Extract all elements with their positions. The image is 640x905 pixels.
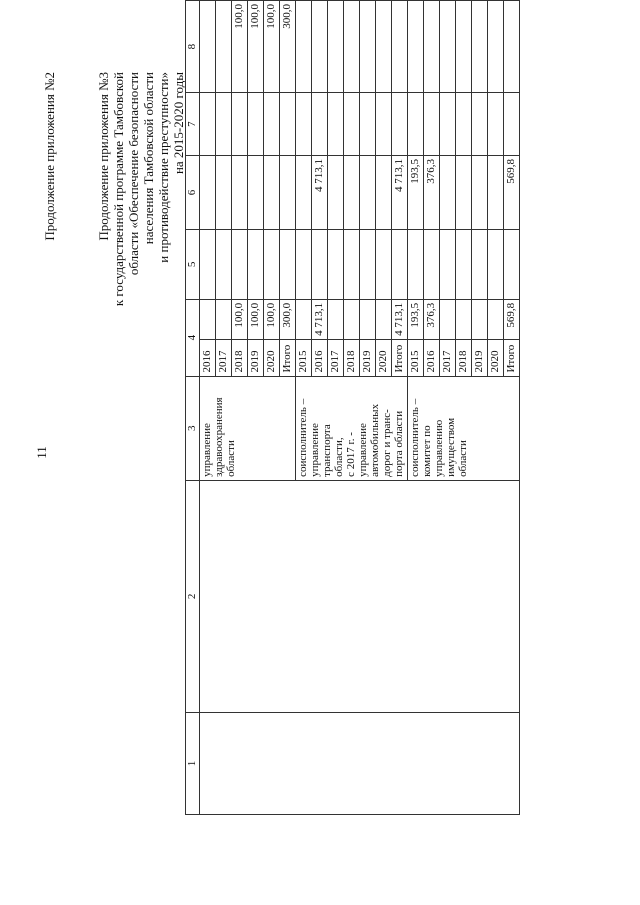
continuation-title: Продолжение приложения №2 <box>42 72 57 241</box>
col6-cell <box>264 156 280 230</box>
year-cell: 2017 <box>216 339 232 376</box>
year-cell: 2020 <box>488 339 504 376</box>
col8-cell <box>328 1 344 93</box>
col6-cell: 376,3 <box>424 156 440 230</box>
col7-cell <box>472 93 488 156</box>
col5-cell <box>392 230 408 300</box>
col7-cell <box>248 93 264 156</box>
col5-cell <box>296 230 312 300</box>
year-cell: Итого <box>504 339 520 376</box>
col8-cell <box>376 1 392 93</box>
col6-cell <box>440 156 456 230</box>
amount-total-cell: 193,5 <box>408 299 424 339</box>
col5-cell <box>408 230 424 300</box>
appendix-header-line: области «Обеспечение безопасности <box>126 72 141 276</box>
col6-cell <box>376 156 392 230</box>
col6-cell <box>200 156 216 230</box>
col5-cell <box>328 230 344 300</box>
year-cell: 2020 <box>376 339 392 376</box>
year-cell: 2016 <box>200 339 216 376</box>
executor-line: транспорта <box>321 424 333 477</box>
year-cell: Итого <box>280 339 296 376</box>
year-cell: 2018 <box>232 339 248 376</box>
amount-total-cell: 100,0 <box>232 299 248 339</box>
col7-cell <box>360 93 376 156</box>
col5-cell <box>344 230 360 300</box>
amount-total-cell: 376,3 <box>424 299 440 339</box>
executor-line: комитет по <box>421 425 433 477</box>
appendix-header-line: к государственной программе Тамбовской <box>111 72 126 307</box>
col7-cell <box>408 93 424 156</box>
col8-cell <box>344 1 360 93</box>
column-number: 4 <box>186 299 200 376</box>
executor-line: управлению <box>433 419 445 477</box>
amount-total-cell: 300,0 <box>280 299 296 339</box>
col5-cell <box>232 230 248 300</box>
year-cell: 2018 <box>344 339 360 376</box>
col6-cell <box>328 156 344 230</box>
year-cell: 2020 <box>264 339 280 376</box>
executor-cell <box>408 376 520 480</box>
col6-cell <box>344 156 360 230</box>
amount-total-cell <box>472 299 488 339</box>
col8-cell <box>360 1 376 93</box>
column-number: 2 <box>186 480 200 712</box>
amount-total-cell <box>296 299 312 339</box>
col6-cell <box>472 156 488 230</box>
col7-cell <box>312 93 328 156</box>
year-cell: 2017 <box>440 339 456 376</box>
col8-cell <box>472 1 488 93</box>
col7-cell <box>392 93 408 156</box>
year-cell: 2016 <box>424 339 440 376</box>
col5-cell <box>312 230 328 300</box>
col5-cell <box>440 230 456 300</box>
col8-cell: 100,0 <box>232 1 248 93</box>
executor-line: дорог и транс- <box>381 409 393 477</box>
amount-total-cell <box>440 299 456 339</box>
amount-total-cell: 569,8 <box>504 299 520 339</box>
year-cell: 2017 <box>328 339 344 376</box>
col7-cell <box>280 93 296 156</box>
col8-cell <box>424 1 440 93</box>
col6-cell <box>360 156 376 230</box>
col8-cell: 100,0 <box>248 1 264 93</box>
amount-total-cell <box>344 299 360 339</box>
amount-total-cell: 100,0 <box>264 299 280 339</box>
empty-cell <box>200 712 520 814</box>
col6-cell <box>232 156 248 230</box>
col5-cell <box>360 230 376 300</box>
col5-cell <box>248 230 264 300</box>
executor-line: управление <box>357 423 369 477</box>
executor-line: соисполнитель – <box>297 398 309 477</box>
col5-cell <box>456 230 472 300</box>
col5-cell <box>216 230 232 300</box>
col7-cell <box>488 93 504 156</box>
executor-line: области <box>225 440 237 477</box>
col8-cell <box>456 1 472 93</box>
column-number: 1 <box>186 712 200 814</box>
col5-cell <box>488 230 504 300</box>
col6-cell <box>488 156 504 230</box>
column-number-row <box>186 1 200 815</box>
empty-cell <box>200 480 520 712</box>
executor-line: управление <box>201 423 213 477</box>
col6-cell <box>216 156 232 230</box>
col5-cell <box>264 230 280 300</box>
col8-cell <box>296 1 312 93</box>
appendix-header <box>96 72 186 306</box>
year-cell: 2015 <box>296 339 312 376</box>
col5-cell <box>472 230 488 300</box>
year-cell: 2016 <box>312 339 328 376</box>
col7-cell <box>424 93 440 156</box>
column-number: 3 <box>186 376 200 480</box>
amount-total-cell <box>328 299 344 339</box>
amount-total-cell <box>200 299 216 339</box>
col8-cell <box>504 1 520 93</box>
executor-cell <box>296 376 408 480</box>
col7-cell <box>264 93 280 156</box>
appendix-header-line: и противодействие преступности» <box>156 72 171 263</box>
col8-cell <box>488 1 504 93</box>
col5-cell <box>424 230 440 300</box>
executor-line: имуществом <box>445 417 457 477</box>
col7-cell <box>440 93 456 156</box>
column-number: 7 <box>186 93 200 156</box>
col7-cell <box>328 93 344 156</box>
year-cell: 2018 <box>456 339 472 376</box>
executor-cell <box>200 376 296 480</box>
col7-cell <box>216 93 232 156</box>
amount-total-cell <box>376 299 392 339</box>
col7-cell <box>296 93 312 156</box>
col5-cell <box>504 230 520 300</box>
year-cell: 2019 <box>360 339 376 376</box>
year-cell: Итого <box>392 339 408 376</box>
amount-total-cell <box>456 299 472 339</box>
year-cell: 2019 <box>248 339 264 376</box>
col8-cell: 300,0 <box>280 1 296 93</box>
col6-cell <box>296 156 312 230</box>
executor-line: управление <box>309 423 321 477</box>
col6-cell <box>248 156 264 230</box>
amount-total-cell: 4 713,1 <box>392 299 408 339</box>
executor-line: порта области <box>393 410 405 477</box>
col5-cell <box>376 230 392 300</box>
executor-line: автомобильных <box>369 403 381 477</box>
amount-total-cell <box>488 299 504 339</box>
col8-cell: 100,0 <box>264 1 280 93</box>
col6-cell: 193,5 <box>408 156 424 230</box>
year-cell: 2019 <box>472 339 488 376</box>
appendix-header-line: населения Тамбовской области <box>141 72 156 245</box>
col7-cell <box>200 93 216 156</box>
column-number: 6 <box>186 156 200 230</box>
col8-cell <box>392 1 408 93</box>
col7-cell <box>376 93 392 156</box>
col7-cell <box>232 93 248 156</box>
col5-cell <box>200 230 216 300</box>
executor-line: области <box>457 440 469 477</box>
col7-cell <box>504 93 520 156</box>
amount-total-cell <box>360 299 376 339</box>
col8-cell <box>216 1 232 93</box>
executor-line: области, <box>333 437 345 477</box>
col8-cell <box>312 1 328 93</box>
amount-total-cell: 100,0 <box>248 299 264 339</box>
appendix-header-line: Продолжение приложения №3 <box>96 72 111 241</box>
col6-cell: 4 713,1 <box>392 156 408 230</box>
page-number: 11 <box>34 446 49 459</box>
column-number: 8 <box>186 1 200 93</box>
col8-cell <box>200 1 216 93</box>
col7-cell <box>456 93 472 156</box>
table-row <box>200 1 216 815</box>
col6-cell: 4 713,1 <box>312 156 328 230</box>
funding-table <box>185 0 520 815</box>
col5-cell <box>280 230 296 300</box>
col6-cell: 569,8 <box>504 156 520 230</box>
executor-line: с 2017 г. - <box>345 432 357 477</box>
col8-cell <box>408 1 424 93</box>
executor-line: здравоохранения <box>213 397 225 477</box>
appendix-header-line: на 2015-2020 годы <box>171 72 186 175</box>
col6-cell <box>456 156 472 230</box>
amount-total-cell: 4 713,1 <box>312 299 328 339</box>
year-cell: 2015 <box>408 339 424 376</box>
col7-cell <box>344 93 360 156</box>
amount-total-cell <box>216 299 232 339</box>
col6-cell <box>280 156 296 230</box>
col8-cell <box>440 1 456 93</box>
column-number: 5 <box>186 230 200 300</box>
executor-line: соисполнитель – <box>409 398 421 477</box>
